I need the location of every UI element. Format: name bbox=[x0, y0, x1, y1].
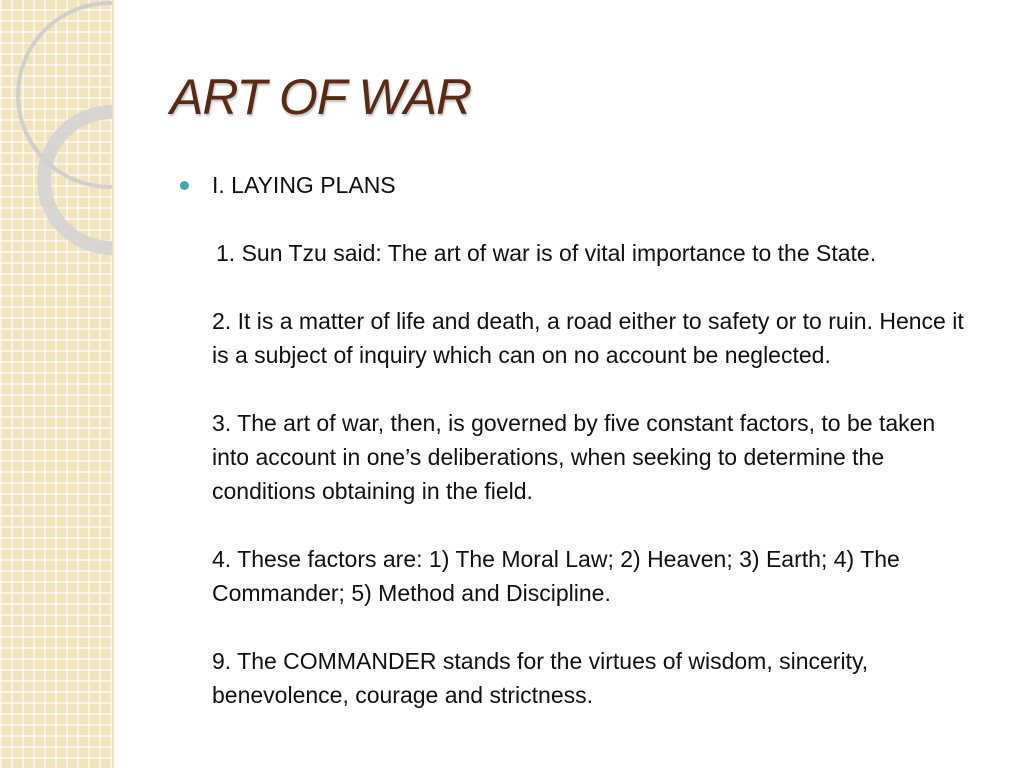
ring-decoration-icon bbox=[0, 0, 112, 768]
bullet-item bbox=[178, 168, 978, 202]
slide-title: ART OF WAR bbox=[170, 69, 472, 125]
paragraph-1: 1. Sun Tzu said: The art of war is of vital importance to the State. bbox=[216, 240, 877, 266]
paragraph-4: 4. These factors are: 1) The Moral Law; 2) Heaven; 3) Earth; 4) The Commander; 5) Method and Discipline. bbox=[212, 546, 900, 606]
decorative-side-strip bbox=[0, 0, 112, 768]
slide-body bbox=[178, 168, 978, 712]
paragraph-2: 2. It is a matter of life and death, a road either to safety or to ruin. Hence it is a subject of inquiry which can on no account be neglected. bbox=[212, 308, 964, 368]
bullet-dot-icon bbox=[180, 181, 189, 190]
paragraph-9: 9. The COMMANDER stands for the virtues of wisdom, sincerity, benevolence, courage and strictness. bbox=[212, 648, 869, 708]
bullet-text: I. LAYING PLANS bbox=[212, 172, 396, 198]
paragraph-3: 3. The art of war, then, is governed by five constant factors, to be taken into account in one’s deliberations, when seeking to determine the conditions obtaining in the field. bbox=[212, 410, 936, 504]
side-strip-edge bbox=[112, 0, 115, 768]
